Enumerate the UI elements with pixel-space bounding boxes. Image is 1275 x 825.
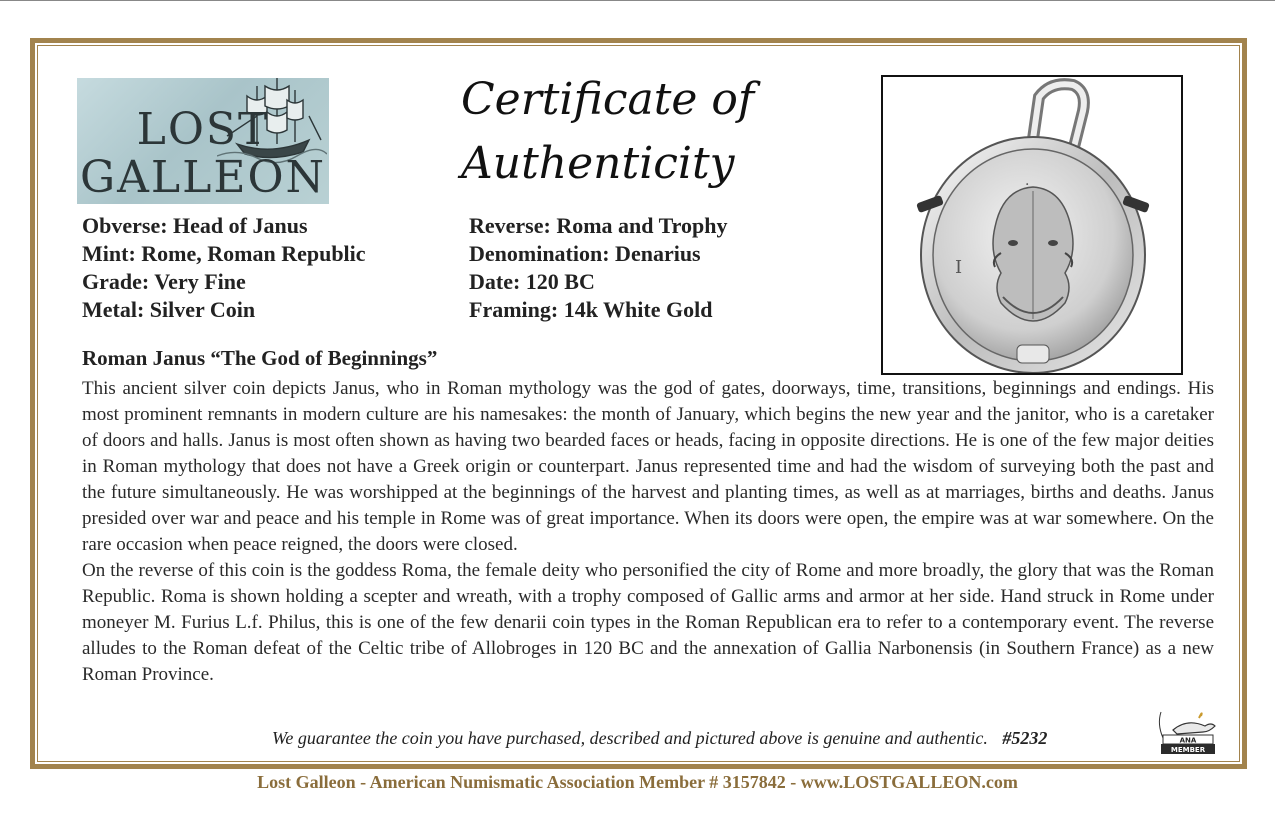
- description-paragraph-2: On the reverse of this coin is the goddess Roma, the female deity who personified the city of Rome and more broadly, the glory that was the Roman Republic. Roma is shown holding a scepter and wreath, with a trophy composed of Gallic arms and armor at her side. Hand struck in Rome under moneyer M. Furius L.f. Philus, this is one of the few denarii coin types in the Roman Republican era to refer to a contemporary event. The reverse alludes to the Roman defeat of the Celtic tribe of Allobroges in 120 BC and the annexation of Gallia Narbonensis (in Southern France) as a new Roman Province.: [82, 560, 1214, 685]
- guarantee-text: We guarantee the coin you have purchased, described and pictured above is genuine and authentic.: [272, 728, 988, 748]
- footer-contact: Lost Galleon - American Numismatic Association Member # 3157842 - www.LOSTGALLEON.com: [257, 772, 1018, 792]
- guarantee-statement: [272, 728, 1047, 749]
- description-paragraph-1: This ancient silver coin depicts Janus, who in Roman mythology was the god of gates, doorways, time, transitions, beginnings and endings. His most prominent remnants in modern culture are his namesakes: the month of January, which begins the new year and the janitor, who is a caretaker of doors and halls. Janus is most often shown as having two bearded faces or heads, facing in opposite directions. He is one of the few major deities in Roman mythology that does not have a Greek origin or counterpart. Janus represented time and had the wisdom of surveying both the past and the future simultaneously. He was worshipped at the beginnings of the harvest and planting times, as well as at marriages, births and deaths. Janus presided over war and peace and his temple in Rome was of great importance. When its doors were open, the empire was at war somewhere. On the rare occasion when peace reigned, the doors were closed.: [82, 378, 1214, 555]
- fact-grade: Grade: Very Fine: [82, 269, 246, 294]
- fact-reverse: Reverse: Roma and Trophy: [469, 213, 728, 238]
- logo-word-galleon: GALLEON: [79, 152, 327, 203]
- lost-galleon-logo: [77, 78, 329, 204]
- fact-mint: Mint: Rome, Roman Republic: [82, 241, 366, 266]
- svg-text:·: ·: [1025, 177, 1030, 193]
- fact-date: Date: 120 BC: [469, 269, 595, 294]
- ana-label: ANA: [1179, 736, 1197, 745]
- logo-word-lost: LOST: [136, 104, 270, 155]
- coin-pendant-image: [883, 77, 1181, 373]
- fact-obverse: Obverse: Head of Janus: [82, 213, 308, 238]
- title-line-1: Certificate of: [461, 74, 755, 125]
- certificate-title: [461, 68, 791, 196]
- coin-facts-left: [82, 212, 366, 324]
- ana-member-label: MEMBER: [1170, 746, 1206, 754]
- ana-lamp-icon: [1153, 708, 1223, 756]
- fact-denomination: Denomination: Denarius: [469, 241, 701, 266]
- certificate-number: #5232: [1002, 728, 1048, 748]
- svg-text:I: I: [955, 257, 963, 278]
- ana-member-badge: [1153, 708, 1223, 756]
- description-body: [82, 376, 1214, 688]
- fact-metal: Metal: Silver Coin: [82, 297, 256, 322]
- description-heading: Roman Janus “The God of Beginnings”: [82, 346, 438, 370]
- coin-photo-frame: [881, 75, 1183, 375]
- page-top-rule: [0, 0, 1275, 1]
- coin-facts-right: [469, 212, 728, 324]
- title-line-2: Authenticity: [461, 138, 735, 189]
- fact-framing: Framing: 14k White Gold: [469, 297, 713, 322]
